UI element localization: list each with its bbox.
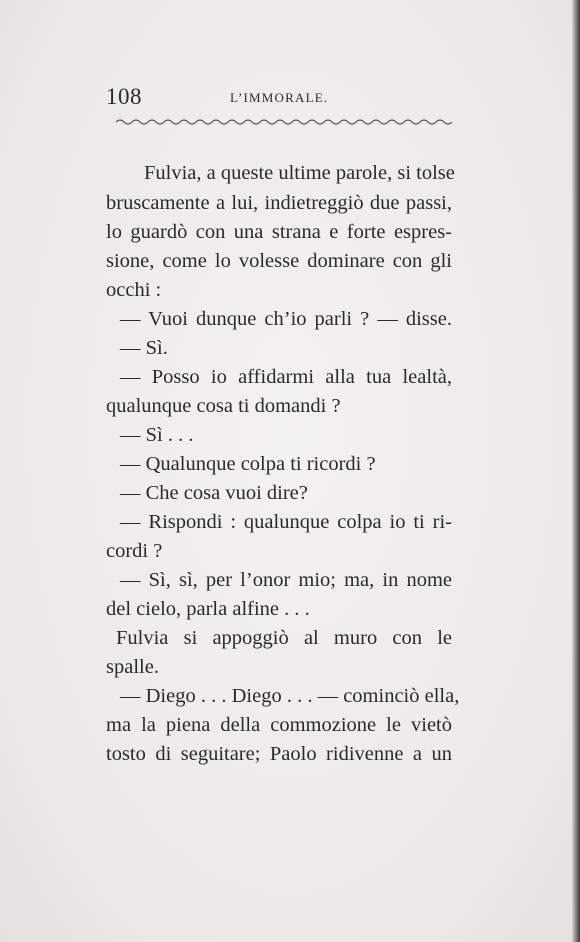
text-line: — Sì. — [120, 337, 168, 359]
text-line: — Vuoi dunque ch’io parli ? — disse. — [120, 308, 452, 330]
running-title: L’IMMORALE. — [230, 90, 329, 105]
text-line: cordi ? — [106, 540, 163, 562]
text-line: occhi : — [106, 279, 162, 301]
text-line: — Posso io affidarmi alla tua lealtà, — [120, 366, 452, 388]
page-number: 108 — [106, 84, 142, 109]
text-line: — Qualunque colpa ti ricordi ? — [120, 453, 376, 475]
text-line: — Che cosa vuoi dire? — [120, 482, 308, 504]
page-header — [106, 84, 456, 114]
text-line: — Rispondi : qualunque colpa io ti ri- — [120, 511, 452, 533]
text-line: ma la piena della commozione le vietò — [106, 714, 452, 736]
page-edge-shadow — [572, 0, 580, 942]
text-line: spalle. — [106, 656, 159, 678]
text-line: bruscamente a lui, indietreggiò due passi, — [106, 192, 452, 214]
text-line: — Sì, sì, per l’onor mio; ma, in nome — [120, 569, 452, 591]
text-line: Fulvia si appoggiò al muro con le — [116, 627, 452, 649]
text-line: lo guardò con una strana e forte espres- — [106, 221, 452, 243]
text-line: — Diego . . . Diego . . . — cominciò ella, — [120, 685, 460, 707]
text-line: tosto di seguitare; Paolo ridivenne a un — [106, 743, 452, 765]
header-ornament-rule — [116, 118, 456, 126]
text-line: — Sì . . . — [120, 424, 194, 446]
text-line: sione, come lo volesse dominare con gli — [106, 250, 452, 272]
text-line: Fulvia, a queste ultime parole, si tolse — [144, 162, 455, 184]
text-line: qualunque cosa ti domandi ? — [106, 395, 341, 417]
text-line: del cielo, parla alfine . . . — [106, 598, 310, 620]
